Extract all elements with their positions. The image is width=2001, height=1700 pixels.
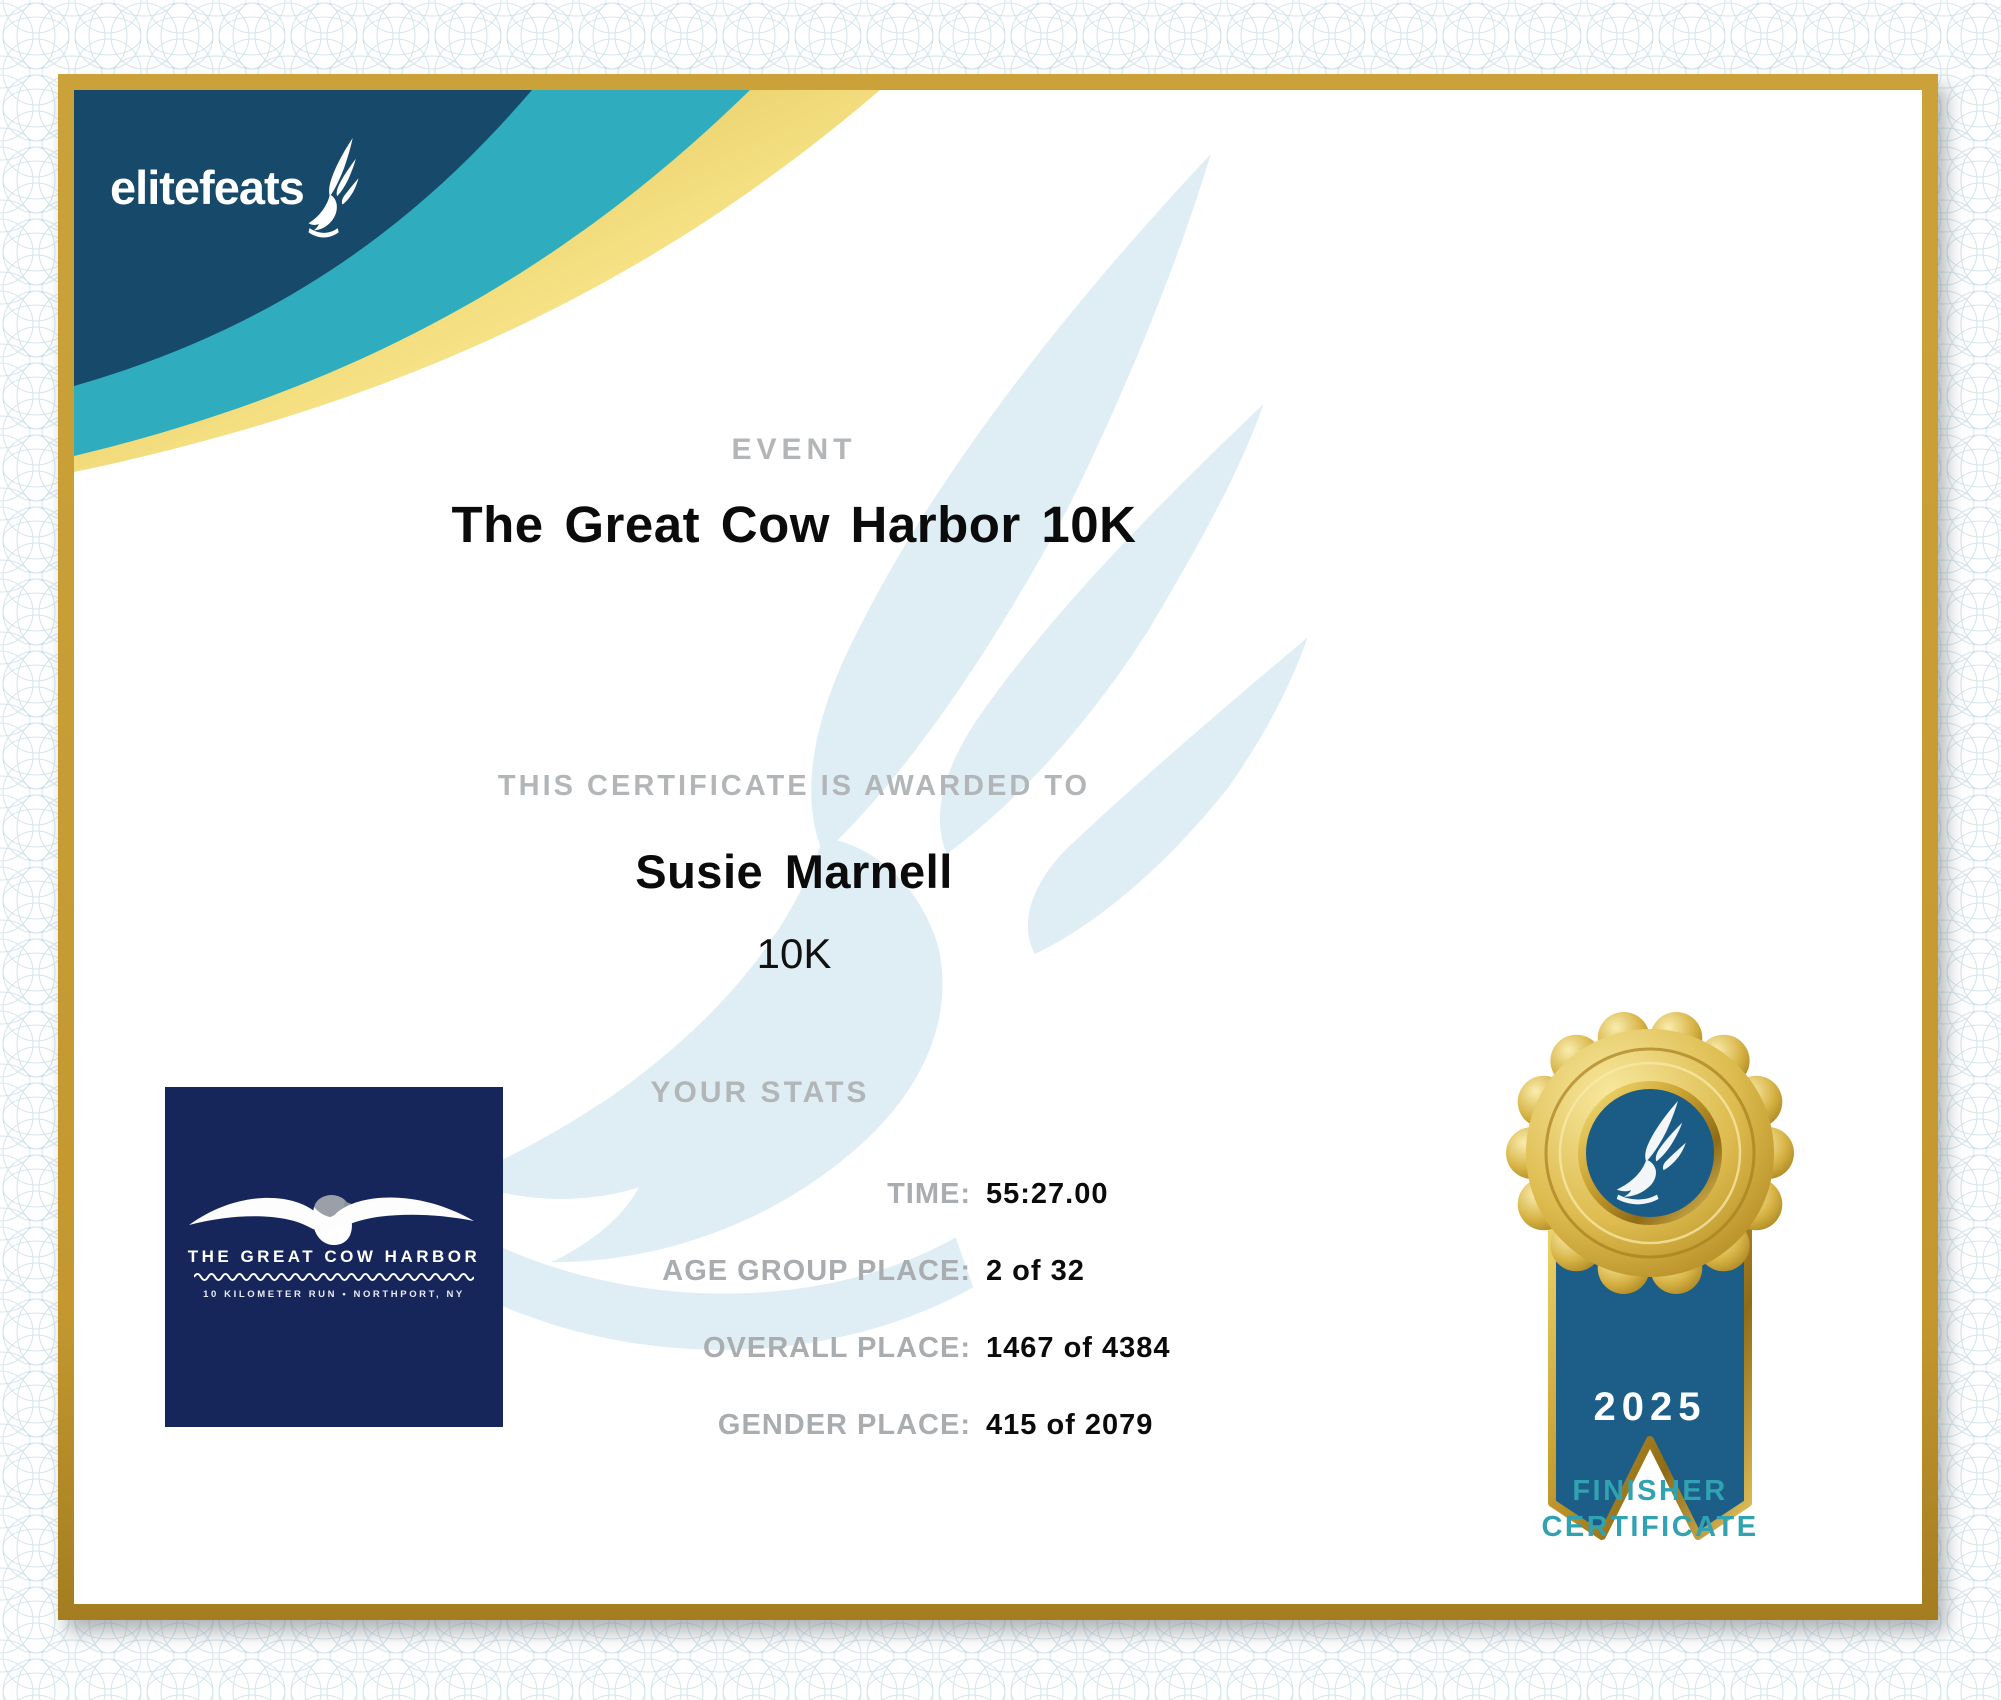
race-logo-subtitle: 10 KILOMETER RUN • NORTHPORT, NY	[203, 1289, 465, 1300]
brand-wordmark: elitefeats	[110, 161, 304, 214]
event-label: EVENT	[731, 433, 857, 466]
stat-label: AGE GROUP PLACE:	[662, 1255, 971, 1287]
stat-value: 55:27.00	[986, 1178, 1109, 1210]
certificate-field	[74, 90, 1922, 1604]
stats-heading: YOUR STATS	[650, 1076, 870, 1109]
medal-year: 2025	[1593, 1385, 1707, 1429]
medal-caption-line2: CERTIFICATE	[1541, 1511, 1759, 1543]
stat-label: OVERALL PLACE:	[702, 1332, 971, 1364]
stat-value: 2 of 32	[986, 1255, 1085, 1287]
awarded-to-label: THIS CERTIFICATE IS AWARDED TO	[497, 770, 1091, 802]
winged-foot-icon	[308, 138, 360, 242]
seagull-icon	[184, 1157, 484, 1249]
race-logo	[165, 1087, 503, 1427]
recipient-name: Susie Marnell	[635, 845, 953, 898]
stat-value: 1467 of 4384	[986, 1332, 1171, 1364]
medal-caption	[1460, 1473, 1840, 1545]
race-division: 10K	[756, 930, 832, 977]
event-name: The Great Cow Harbor 10K	[451, 496, 1137, 553]
stat-value: 415 of 2079	[986, 1409, 1154, 1441]
stat-label: GENDER PLACE:	[717, 1409, 971, 1441]
stat-label: TIME:	[887, 1178, 971, 1210]
race-logo-title: THE GREAT COW HARBOR	[187, 1247, 481, 1266]
brand-logo	[110, 138, 360, 242]
wave-divider	[194, 1271, 474, 1283]
medal-caption-line1: FINISHER	[1572, 1475, 1728, 1507]
gold-frame	[58, 74, 1938, 1620]
